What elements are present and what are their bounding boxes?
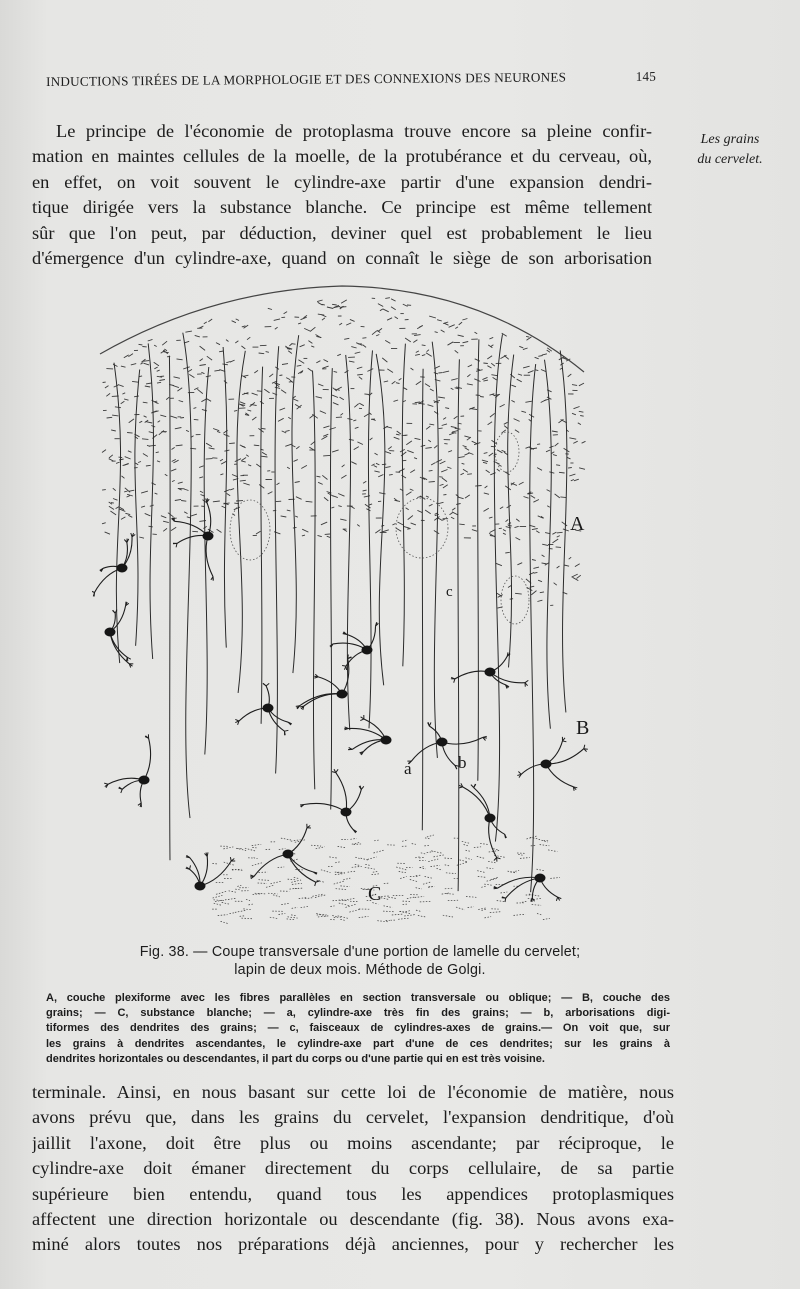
text-line: mation en maintes cellules de la moelle, de la protubérance et du cerveau, où, — [32, 146, 652, 167]
text-line: en effet, on voit souvent le cylindre-axe partir d'une expansion dendri- — [32, 171, 652, 192]
text-line: miné alors toutes nos préparations déjà anciennes, pour y rechercher les — [32, 1234, 674, 1255]
paragraph-bottom — [32, 1080, 674, 1258]
caption-line: Fig. 38. — Coupe transversale d'une portion de lamelle du cervelet; — [139, 944, 581, 960]
legend-line: grains; — C, substance blanche; — a, cylindre-axe très fin des grains; — b, arborisations digi- — [46, 1007, 670, 1020]
running-head — [46, 69, 656, 90]
text-line: supérieure bien entendu, quand tous les appendices protoplasmiques — [32, 1183, 674, 1204]
text-line: affectent une direction horizontale ou descendante (fig. 38). Nous avons exa- — [32, 1209, 674, 1230]
white-matter-fibres — [212, 835, 560, 924]
figure-label-c: c — [446, 584, 453, 600]
legend-line: dendrites horizontales ou descendantes, il part du corps ou d'une partie qui en est très voisine. — [46, 1052, 545, 1065]
parallel-fibres — [102, 298, 586, 608]
figure-label-a: a — [404, 759, 412, 778]
running-head-title: INDUCTIONS TIRÉES DE LA MORPHOLOGIE ET DES CONNEXIONS DES NEURONES — [46, 69, 567, 89]
legend-line: tiformes des dendrites des grains; — c, faisceaux de cylindres-axes de grains.— On voit que, sur — [46, 1022, 670, 1035]
text-line: jaillit l'axone, doit être plus ou moins ascendante; par réciproque, le — [32, 1132, 674, 1153]
legend-line: les grains à dendrites ascendantes, le cylindre-axe part d'une de ces dendrites; sur les grains à — [46, 1037, 670, 1050]
golgi-drawing — [92, 282, 592, 932]
figure-label-b: b — [458, 753, 467, 772]
figure-label-C: C — [368, 883, 382, 905]
text-line: cylindre-axe doit émaner directement du corps cellulaire, de sa partie — [32, 1158, 674, 1179]
figure-38-illustration — [92, 282, 592, 932]
text-line: terminale. Ainsi, en nous basant sur cette loi de l'économie de matière, nous — [32, 1082, 674, 1102]
margin-note-line: Les grains — [700, 132, 760, 147]
paragraph-top — [32, 119, 652, 271]
caption-line: lapin de deux mois. Méthode de Golgi. — [234, 962, 486, 978]
text-line: d'émergence d'un cylindre-axe, quand on connaît le siège de son arborisation — [32, 248, 652, 269]
figure-label-A: A — [570, 513, 585, 535]
text-line: sûr que l'on peut, par déduction, deviner quel est probablement le lieu — [32, 222, 652, 243]
legend-line: A, couche plexiforme avec les fibres parallèles en section transversale ou oblique; — B, couche des — [46, 992, 670, 1004]
figure-caption — [40, 943, 680, 979]
page-number: 145 — [635, 68, 657, 84]
figure-legend — [46, 991, 670, 1067]
text-line: avons prévu que, dans les grains du cervelet, l'expansion dendritique, d'où — [32, 1107, 674, 1128]
margin-note — [675, 130, 785, 170]
margin-note-line: du cervelet. — [697, 152, 763, 167]
granule-cells — [92, 498, 588, 902]
text-line: Le principe de l'économie de protoplasma trouve encore sa pleine confir- — [56, 121, 652, 141]
plexiform-layer-outline — [100, 286, 584, 372]
figure-label-B: B — [576, 717, 590, 739]
text-line: tique dirigée vers la substance blanche. Ce principe est même tellement — [32, 197, 652, 218]
